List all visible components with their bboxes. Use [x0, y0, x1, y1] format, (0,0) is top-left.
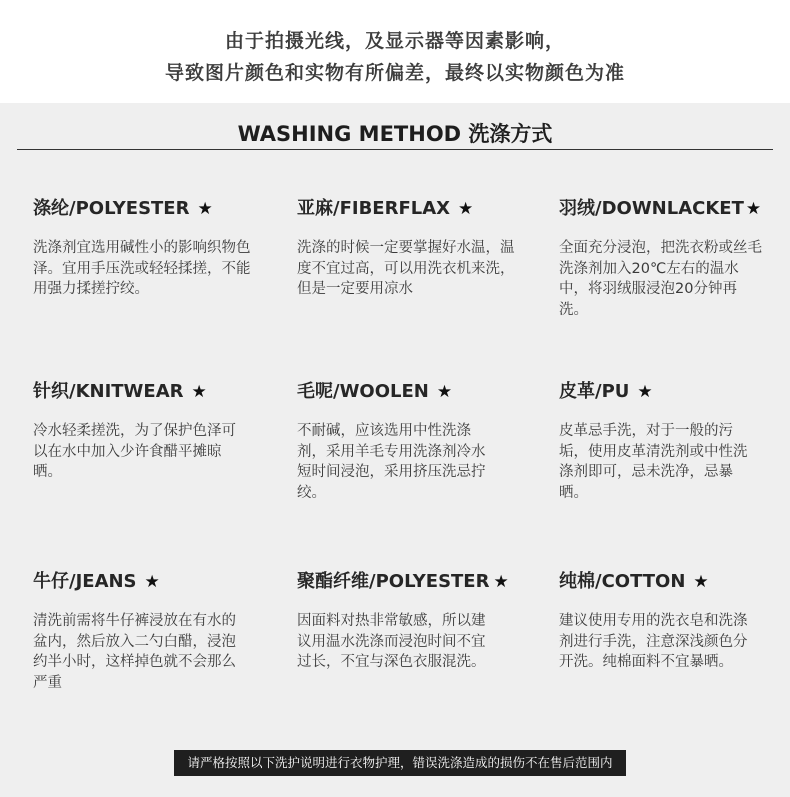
care-item-cotton [559, 569, 779, 673]
care-item-title: 针织/KNITWEAR [33, 381, 184, 402]
care-item-downlacket [559, 196, 779, 320]
care-item-polyester-fiber [297, 569, 517, 673]
star-icon: ★ [436, 382, 453, 402]
footer-notice: 请严格按照以下洗护说明进行衣物护理，错误洗涤造成的损伤不在售后范围内 [174, 750, 626, 776]
care-item-fiberflax [297, 196, 517, 300]
care-item-title: 羽绒/DOWNLACKET [559, 198, 744, 219]
star-icon: ★ [637, 382, 653, 402]
star-icon: ★ [745, 199, 762, 219]
care-item-desc: 不耐碱，应该选用中性洗涤剂，采用羊毛专用洗涤剂冷水短时间浸泡，采用挤压洗忌拧绞。 [297, 423, 486, 501]
care-item-desc: 因面料对热非常敏感，所以建议用温水洗涤而浸泡时间不宜过长，不宜与深色衣服混洗。 [297, 613, 486, 670]
care-item-desc: 皮革忌手洗，对于一般的污垢，使用皮革清洗剂或中性洗涤剂即可，忌未洗净，忌暴晒。 [559, 423, 748, 501]
care-item-title: 纯棉/COTTON [559, 571, 686, 592]
notice-header [0, 0, 790, 103]
care-item-desc: 洗涤剂宜选用碱性小的影响织物色泽。宜用手压洗或轻轻揉搓，不能用强力揉搓拧绞。 [33, 240, 251, 297]
star-icon: ★ [693, 572, 709, 592]
care-item-title: 皮革/PU [559, 381, 630, 402]
notice-line-2: 导致图片颜色和实物有所偏差，最终以实物颜色为准 [164, 62, 625, 84]
star-icon: ★ [197, 199, 213, 219]
star-icon: ★ [191, 382, 207, 402]
care-item-title: 毛呢/WOOLEN [297, 381, 429, 402]
care-item-desc: 建议使用专用的洗衣皂和洗涤剂进行手洗，注意深浅颜色分开洗。纯棉面料不宜暴晒。 [559, 613, 748, 670]
title-divider [17, 149, 773, 150]
washing-panel [0, 103, 790, 797]
star-icon: ★ [493, 572, 509, 592]
care-item-title: 聚酯纤维/POLYESTER [297, 571, 490, 592]
star-icon: ★ [458, 199, 474, 219]
star-icon: ★ [144, 572, 160, 592]
care-item-title: 牛仔/JEANS [33, 571, 137, 592]
care-item-knitwear [33, 379, 253, 483]
section-title: WASHING METHOD 洗涤方式 [237, 122, 553, 146]
care-item-woolen [297, 379, 517, 503]
care-item-desc: 洗涤的时候一定要掌握好水温，温度不宜过高，可以用洗衣机来洗，但是一定要用凉水 [297, 240, 515, 297]
care-item-title: 亚麻/FIBERFLAX [297, 198, 451, 219]
care-item-jeans [33, 569, 253, 693]
care-item-title: 涤纶/POLYESTER [33, 198, 190, 219]
notice-line-1: 由于拍摄光线，及显示器等因素影响， [224, 30, 565, 52]
care-item-pu [559, 379, 779, 503]
care-item-desc: 清洗前需将牛仔裤浸放在有水的盆内，然后放入二勺白醋，浸泡约半小时，这样掉色就不会那么严重 [33, 613, 236, 691]
care-item-desc: 冷水轻柔搓洗，为了保护色泽可以在水中加入少许食醋平摊晾晒。 [33, 423, 236, 480]
care-item-desc: 全面充分浸泡，把洗衣粉或丝毛洗涤剂加入20℃左右的温水中，将羽绒服浸泡20分钟再洗。 [559, 240, 762, 318]
care-item-polyester [33, 196, 253, 300]
